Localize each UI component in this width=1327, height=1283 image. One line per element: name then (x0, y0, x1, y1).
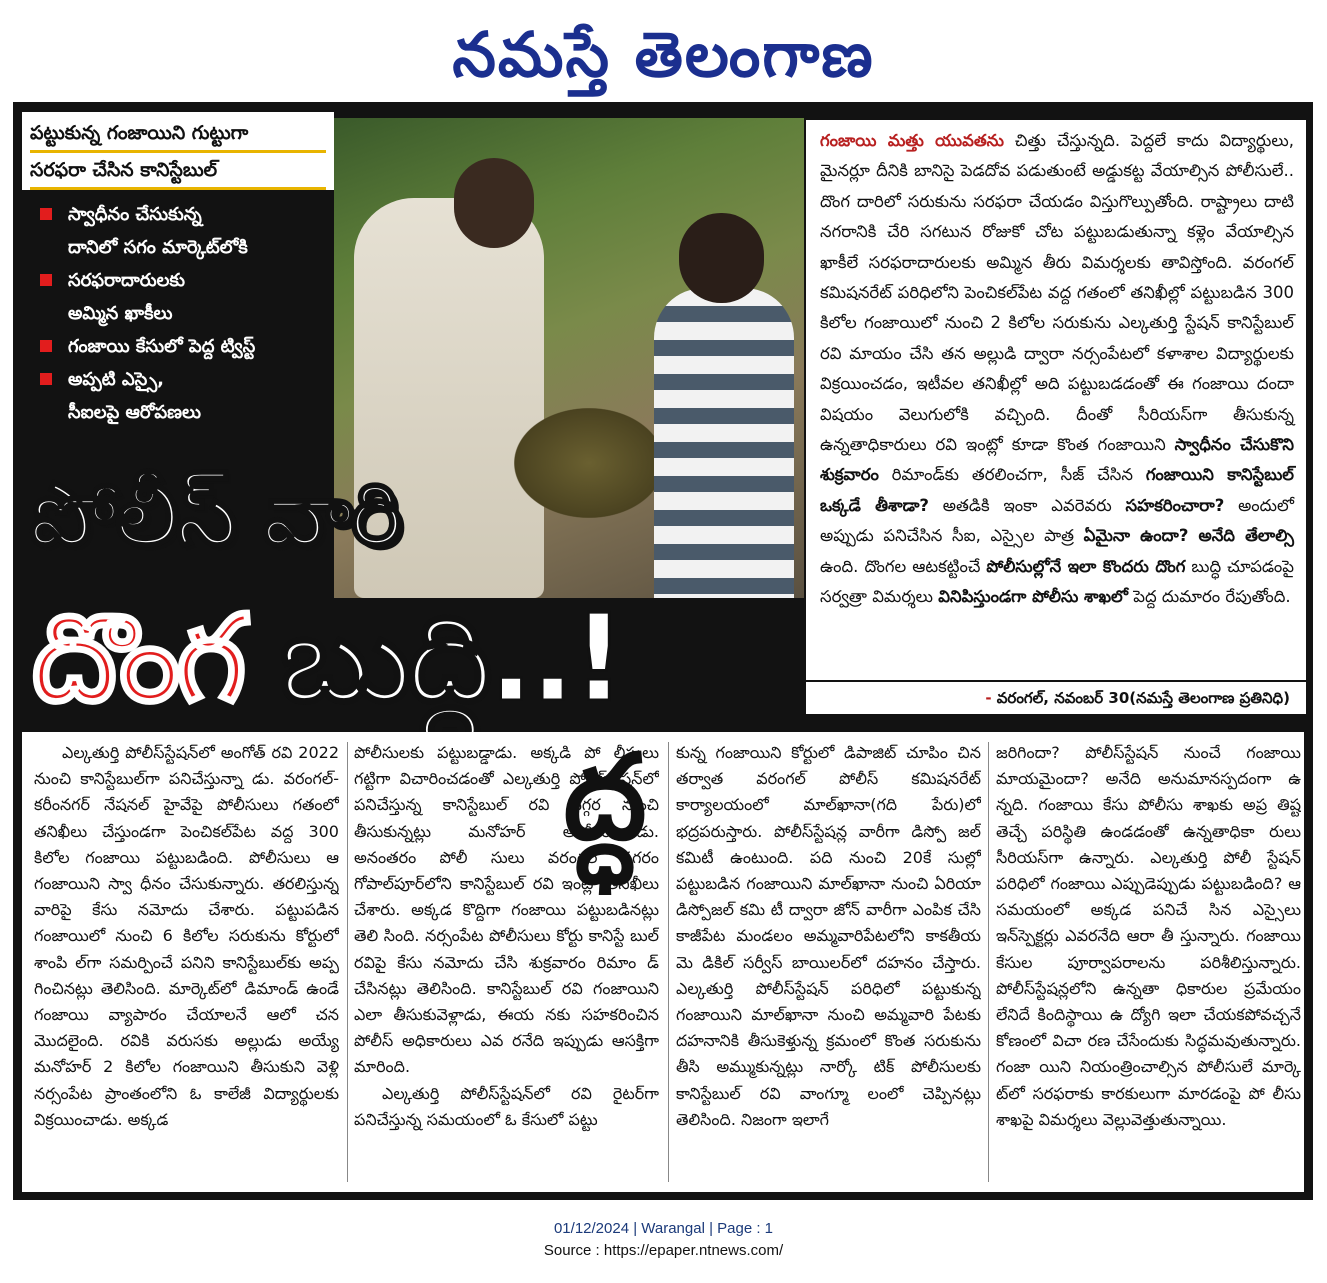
photo-ganja-pile (514, 408, 664, 518)
photo-youth-head (679, 213, 764, 303)
bullet-item: అమ్మిన ఖాకీలు (68, 303, 173, 324)
column-paragraph: ఎల్కతుర్తి పోలీస్‌స్టేషన్‌లో రవి రైటర్‌గా పనిచేస్తున్న సమయంలో ఓ కేసులో పట్టు (354, 1083, 659, 1129)
column-paragraph: ఎల్కతుర్తి పోలీస్‌స్టేషన్‌లో అంగోత్ రవి 2022 నుంచి కానిస్టేబుల్‌గా పనిచేస్తున్నా డు. వరంగల్-కరీంనగర్ నేషనల్ హైవేపై పోలీసులు గతంలో తనిఖీలు చేస్తుండగా పెంచికల్‌పేట వద్ద 300 కిలోల గంజాయి పట్టుబడింది. పోలీసులు ఆ గంజాయిని స్వా ధీనం చేసుకున్నారు. తరలిస్తున్న వారిపై కేసు నమోదు చేశారు. పట్టుపడిన గంజాయిలో నుంచి 6 కిలోల సరుకును కోర్టులో శాంపి ల్‌గా సమర్పించే పనిని కానిస్టేబుల్‌కు అప్ప గించినట్లు తెలిసింది. మార్కెట్‌లో డిమాండ్ ఉండే గంజాయి వ్యాపారం చేయాలనే ఆలో చన మొదలైంది. రవికి వరుసకు అల్లుడు అయ్యే మనోహర్ 2 కిలోల గంజాయిని తీసుకుని వెళ్లి నర్సంపేట ప్రాంతంలోని ఓ కాలేజీ విద్యార్థులకు విక్రయించాడు. అక్కడ (34, 743, 339, 1129)
top-article-paragraph: గంజాయి మత్తు యువతను చిత్తు చేస్తున్నది. పెద్దలే కాదు విద్యార్థులు, మైనర్లూ దీనికి బానిసై పెడదోవ పడుతుంటే అడ్డుకట్ట వేయాల్సిన పోలీసులే.. దొంగ దారిలో సరుకును సరఫరా చేయడం విస్తుగొల్పుతోంది. రాష్ట్రాలు దాటి నగరానికి చేరి సగటున రోజుకో చోట పట్టుబడుతున్నా కళ్లెం వేయాల్సిన ఖాకీలే సరఫరాదారులకు అమ్మిన తీరు విమర్శలకు తావిస్తోంది. వరంగల్ కమిషనరేట్ పరిధిలోని పెంచికల్‌పేట వద్ద గతంలో తనిఖీల్లో పట్టుబడిన 300 కిలోల గంజాయిలో నుంచి 2 కిలోల సరుకును ఎల్కతుర్తి స్టేషన్ కానిస్టేబుల్ రవి మాయం చేసి తన అల్లుడి ద్వారా నర్సంపేటలో కళాశాల విద్యార్థులకు విక్రయించడం, ఇటీవల తనిఖీల్లో అది పట్టుబడడంతో ఈ గంజాయి దందా విషయం వెలుగులోకి వచ్చింది. దీంతో సీరియస్‌గా తీసుకున్న ఉన్నతాధికారులు రవి ఇంట్లో కూడా కొంత గంజాయిని స్వాధీనం చేసుకొని శుక్రవారం రిమాండ్‌కు తరలించగా, సీజ్ చేసిన గంజాయిని కానిస్టేబుల్ ఒక్కడే తీశాడా? అతడికి ఇంకా ఎవరెవరు సహకరించారా? అందులో అప్పుడు పనిచేసిన సీఐ, ఎస్సైల పాత్ర ఏమైనా ఉందా? అనేది తేలాల్సి ఉంది. దొంగల ఆటకట్టించే పోలీసుల్లోనే ఇలా కొందరు దొంగ బుద్ధి చూపడంపై సర్వత్రా విమర్శలు వినిపిస్తుండగా పోలీసు శాఖలో పెద్ద దుమారం రేపుతోంది. (820, 131, 1294, 607)
kicker-box (22, 112, 334, 190)
masthead-logo: నమస్తే తెలంగాణ (452, 18, 875, 91)
column-divider (668, 742, 669, 1182)
photo-policeman-head (454, 158, 534, 248)
bullet-square-icon (40, 274, 52, 286)
source-link[interactable]: Source : https://epaper.ntnews.com/ (543, 1242, 784, 1259)
headline-dha-glyph: ద్ధ (563, 728, 647, 866)
kicker-line-2: సరఫరా చేసిన కానిస్టేబుల్ (30, 153, 326, 190)
headline-line-1: పోలీస్ వారి (30, 465, 401, 565)
bullet-list (30, 198, 330, 429)
article-column-4 (996, 740, 1301, 1186)
top-article (806, 120, 1306, 680)
bullet-square-icon (40, 373, 52, 385)
headline-red-word: దొంగ (32, 590, 243, 729)
article-column-3 (676, 740, 981, 1186)
column-divider (347, 742, 348, 1182)
bullet-item: దానిలో సగం మార్కెట్‌లోకి (68, 237, 248, 258)
page-footer (0, 1218, 1327, 1262)
column-paragraph: కున్న గంజాయిని కోర్టులో డిపాజిట్ చూపిం చిన తర్వాత వరంగల్ పోలీస్ కమిషనరేట్ కార్యాలయంలో మాల్‌ఖానా(గది పేరు)లో భద్రపరుస్తారు. పోలీస్‌స్టేషన్ల వారీగా డిస్పో జల్ కమిటీ ఉంటుంది. పది నుంచి 20కే సుల్లో పట్టుబడిన గంజాయిని మాల్‌ఖానా నుంచి ఏరియా డిస్పోజల్ కమి టీ ద్వారా జోన్ వారీగా ఎంపిక చేసి కాజీపేట మండలం అమ్మవారిపేటలోని కాకతీయ మె డికిల్ సర్వీస్ బాయిలర్‌లో దహనం చేస్తారు. ఎల్కతుర్తి పోలీస్‌స్టేషన్ పరిధిలో పట్టుకున్న గంజాయిని మాల్‌ఖానా నుంచి అమ్మవారి పేటకు దహనానికి తీసుకెళ్తున్న క్రమంలో కొంత సరుకును తీసి అమ్ముకున్నట్లు నార్కో టిక్ పోలీసులకు కానిస్టేబుల్ రవి వాంగ్మూ లంలో చెప్పినట్లు తెలిసింది. నిజంగా ఇలాగే (676, 743, 981, 1129)
kicker-line-1: పట్టుకున్న గంజాయిని గుట్టుగా (30, 116, 326, 153)
photo-youth (654, 288, 794, 598)
bullet-square-icon (40, 208, 52, 220)
bullet-item: సరఫరాదారులకు (30, 264, 330, 297)
article-column-1 (34, 740, 339, 1186)
headline-white-word: బుద్ధి..! (279, 590, 623, 729)
bullet-item: గంజాయి కేసులో పెద్ద ట్విస్ట్ (30, 330, 330, 363)
edition-info: 01/12/2024 | Warangal | Page : 1 (553, 1220, 774, 1237)
bullet-item: స్వాధీనం చేసుకున్న (30, 198, 330, 231)
headline-line-2 (32, 585, 812, 735)
bullet-item: సీఐలపై ఆరోపణలు (68, 402, 202, 423)
column-paragraph: పోలీసులకు పట్టుబడ్డాడు. అక్కడి పో లీసులు గట్టిగా విచారించడంతో ఎల్కతుర్తి పోలీస్‌స్టేషన్‌లో పనిచేస్తున్న కానిస్టేబుల్ రవి దగ్గర నుంచి తీసుకున్నట్లు మనోహర్ అంగీకరించాడు. అనంతరం పోలీ సులు వరంగల్ నగరం గోపాల్‌పూర్‌లోని కానిస్టేబుల్ రవి ఇంట్లో తనిఖీలు చేశారు. అక్కడ కొద్దిగా గంజాయి పట్టుబడినట్లు తెలి సింది. నర్సంపేట పోలీసులు కోర్టు కానిస్టే బుల్ రవిపై కేసు నమోదు చేసి శుక్రవారం రిమాం డ్ చేసినట్లు తెలిసింది. కానిస్టేబుల్ రవి గంజాయిని ఎలా తీసుకువెళ్లాడు, ఈయ నకు సహకరించిన పోలీస్ అధికారులు ఎవ రనేది ఇప్పుడు ఆసక్తిగా మారింది. (354, 743, 659, 1077)
column-divider (988, 742, 989, 1182)
column-paragraph: జరిగిందా? పోలీస్‌స్టేషన్ నుంచే గంజాయి మాయమైందా? అనేది అనుమానస్పదంగా ఉ న్నది. గంజాయి కేసు పోలీసు శాఖకు అప్ర తిష్ట తెచ్చే పరిస్థితి ఉండడంతో ఉన్నతాధికా రులు సీరియస్‌గా ఉన్నారు. ఎల్కతుర్తి పోలీ స్టేషన్ పరిధిలో గంజాయి ఎప్పుడెప్పుడు పట్టుబడింది? ఆ సమయంలో అక్కడ పనిచే సిన ఎస్సైలు ఇన్‌స్పెక్టర్లు ఎవరనేది ఆరా తీ స్తున్నారు. గంజాయి కేసుల పూర్వాపరాలను పరిశీలిస్తున్నారు. పోలీస్‌స్టేషన్లలోని ఉన్నతా ధికారుల ప్రమేయం లేనిదే కిందిస్థాయి ఉ ద్యోగి ఇలా చేయకపోవచ్చనే కోణంలో విచా రణ చేసేందుకు సిద్ధమవుతున్నారు. గంజా యిని నియంత్రించాల్సిన పోలీసులే మార్కె ట్‌లో సరఫరాకు కారకులుగా మారడంపై పో లీసు శాఖపై విమర్శలు వెల్లువెత్తుతున్నాయి. (996, 743, 1301, 1129)
dateline: - వరంగల్, నవంబర్ 30(నమస్తే తెలంగాణ ప్రతినిధి) (806, 682, 1306, 714)
bullet-square-icon (40, 340, 52, 352)
bullet-item: అప్పటి ఎస్సై, (30, 363, 330, 396)
